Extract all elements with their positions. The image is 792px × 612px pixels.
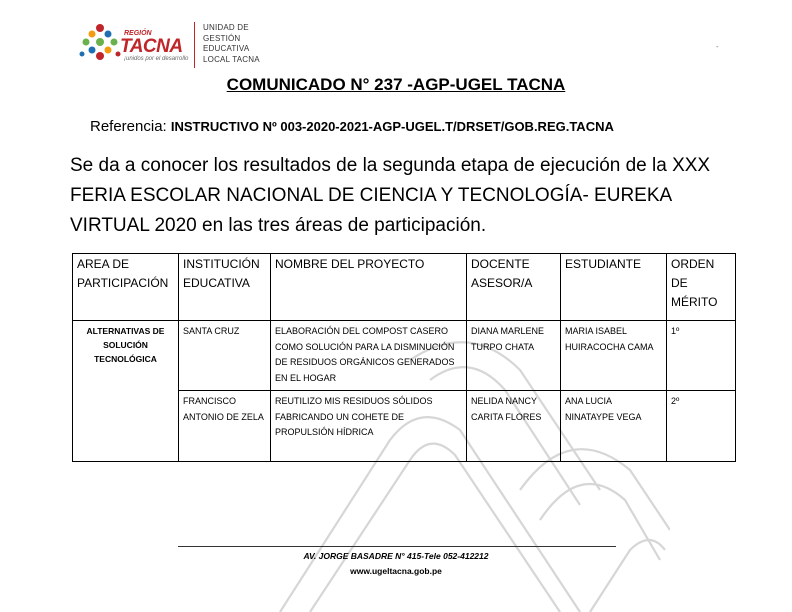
header-merit: ORDEN DE MÉRITO	[667, 254, 736, 321]
cell-project: ELABORACIÓN DEL COMPOST CASERO COMO SOLUCIÓN PARA LA DISMINUCIÓN DE RESIDUOS ORGÁNICOS GENERADOS EN EL HOGAR	[271, 321, 467, 391]
reference-line	[90, 118, 614, 135]
ugel-line: UNIDAD DE	[203, 23, 249, 32]
stray-mark: -	[716, 42, 719, 51]
cell-institution: FRANCISCO ANTONIO DE ZELA	[179, 391, 271, 462]
region-name: TACNA	[120, 36, 183, 57]
page-title: COMUNICADO N° 237 -AGP-UGEL TACNA	[226, 75, 566, 94]
footer-address: AV. JORGE BASADRE N° 415-Tele 052-412212	[303, 551, 489, 561]
cell-institution: SANTA CRUZ	[179, 321, 271, 391]
reference-value: INSTRUCTIVO Nº 003-2020-2021-AGP-UGEL.T/DRSET/GOB.REG.TACNA	[170, 119, 614, 134]
footer-divider	[178, 546, 616, 547]
cell-student: ANA LUCIA NINATAYPE VEGA	[561, 391, 667, 462]
cell-area: ALTERNATIVAS DE SOLUCIÓN TECNOLÓGICA	[73, 321, 179, 462]
ugel-line: EDUCATIVA	[203, 44, 250, 53]
header-institution: INSTITUCIÓN EDUCATIVA	[179, 254, 271, 321]
ugel-line: LOCAL TACNA	[203, 54, 260, 64]
cell-project: REUTILIZO MIS RESIDUOS SÓLIDOS FABRICANDO UN COHETE DE PROPULSIÓN HÍDRICA	[271, 391, 467, 462]
results-table	[72, 253, 736, 462]
reference-label: Referencia:	[90, 118, 167, 135]
header-area: AREA DE PARTICIPACIÓN	[73, 254, 179, 321]
table-header-row	[73, 254, 736, 321]
footer-website: www.ugeltacna.gob.pe	[350, 566, 442, 576]
cell-teacher: NELIDA NANCY CARITA FLORES	[467, 391, 561, 462]
region-label: REGIÓN	[124, 30, 152, 37]
logo-divider	[194, 22, 195, 68]
ugel-line: GESTIÓN	[203, 33, 241, 43]
ugel-name	[203, 23, 260, 65]
table-row	[73, 321, 736, 391]
intro-paragraph: Se da a conocer los resultados de la segunda etapa de ejecución de la XXX FERIA ESCOLAR NACIONAL DE CIENCIA Y TECNOLOGÍA- EUREKA VIRTUAL 2020 en las tres áreas de participación.	[70, 155, 711, 236]
cell-merit: 1º	[667, 321, 736, 391]
cell-merit: 2º	[667, 391, 736, 462]
cell-student: MARIA ISABEL HUIRACOCHA CAMA	[561, 321, 667, 391]
header-student: ESTUDIANTE	[561, 254, 667, 321]
page-title-wrap	[0, 75, 792, 95]
header-project: NOMBRE DEL PROYECTO	[271, 254, 467, 321]
region-slogan: ¡unidos por el desarrollo	[124, 56, 189, 62]
header-teacher: DOCENTE ASESOR/A	[467, 254, 561, 321]
cell-teacher: DIANA MARLENE TURPO CHATA	[467, 321, 561, 391]
